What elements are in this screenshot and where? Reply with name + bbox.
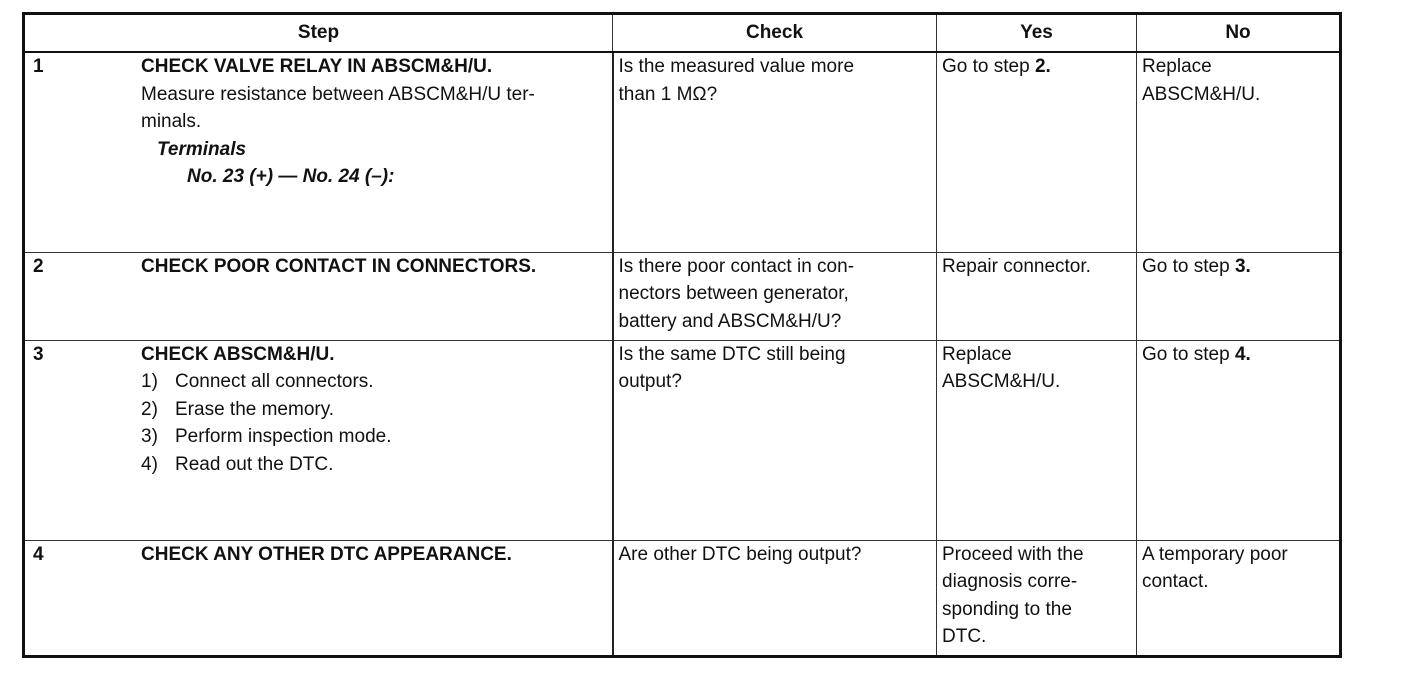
substep-item: [141, 396, 607, 424]
yes-cell: [937, 52, 1137, 252]
yes-step-ref: 2.: [1034, 56, 1051, 77]
step-number: 4: [33, 543, 44, 565]
check-text: battery and ABSCM&H/U?: [618, 310, 842, 332]
no-step-ref: 4.: [1234, 343, 1251, 365]
substep-list: [141, 368, 607, 478]
step-cell: [24, 52, 613, 252]
step-number: 1: [33, 56, 44, 77]
yes-text: diagnosis corre-: [942, 571, 1078, 592]
step-number: 3: [33, 343, 44, 365]
yes-text: DTC.: [942, 626, 987, 647]
yes-text: sponding to the: [942, 598, 1072, 620]
step-text: Measure resistance between ABSCM&H/U ter-: [141, 83, 535, 105]
no-cell: [1137, 252, 1341, 340]
check-text: nectors between generator,: [618, 283, 849, 304]
table-row: [24, 52, 1341, 252]
table-row: [24, 340, 1341, 540]
step-title: CHECK ANY OTHER DTC APPEARANCE.: [141, 543, 512, 565]
yes-text: Replace: [942, 343, 1012, 365]
yes-text: Repair connector.: [942, 255, 1091, 277]
no-text: contact.: [1142, 571, 1209, 592]
check-text: Is the measured value more: [618, 56, 855, 77]
no-text: A temporary poor: [1142, 543, 1288, 565]
substep-number: 1): [141, 371, 158, 392]
no-text: Go to step: [1142, 343, 1235, 365]
step-title: CHECK POOR CONTACT IN CONNECTORS.: [141, 255, 537, 277]
header-step: Step: [24, 14, 613, 53]
substep-text: Perform inspection mode.: [175, 426, 392, 447]
no-text: ABSCM&H/U.: [1142, 83, 1261, 105]
no-text: Replace: [1142, 56, 1212, 77]
no-cell: [1137, 52, 1341, 252]
substep-text: Connect all connectors.: [175, 371, 374, 392]
step-cell: [24, 252, 613, 340]
step-number: 2: [33, 255, 44, 277]
header-row: [24, 14, 1341, 53]
diagnostic-table: [22, 12, 1342, 658]
substep-text: Read out the DTC.: [175, 453, 334, 475]
terminals-value: No. 23 (+) — No. 24 (–):: [187, 166, 395, 187]
yes-cell: [937, 252, 1137, 340]
no-step-ref: 3.: [1234, 255, 1251, 277]
table-row: [24, 540, 1341, 656]
no-text: Go to step: [1142, 255, 1235, 277]
step-text: minals.: [141, 111, 202, 132]
substep-text: Erase the memory.: [175, 398, 335, 420]
no-cell: [1137, 540, 1341, 656]
header-no: No: [1137, 14, 1341, 53]
no-cell: [1137, 340, 1341, 540]
yes-text: Proceed with the: [942, 543, 1084, 565]
yes-text: Go to step: [942, 56, 1035, 77]
substep-number: 2): [141, 398, 158, 420]
terminals-label: Terminals: [157, 138, 247, 160]
check-text: Are other DTC being output?: [618, 543, 862, 565]
substep-item: [141, 451, 607, 479]
check-cell: [613, 52, 937, 252]
check-cell: [613, 540, 937, 656]
step-title: CHECK VALVE RELAY IN ABSCM&H/U.: [141, 56, 493, 77]
check-text: Is the same DTC still being: [618, 343, 846, 365]
step-cell: [24, 540, 613, 656]
check-text: Is there poor contact in con-: [618, 255, 855, 277]
yes-cell: [937, 540, 1137, 656]
substep-item: [141, 368, 607, 396]
check-cell: [613, 252, 937, 340]
header-yes: Yes: [937, 14, 1137, 53]
header-check: Check: [613, 14, 937, 53]
check-text: output?: [618, 371, 682, 392]
check-text: than 1 MΩ?: [618, 83, 718, 105]
step-cell: [24, 340, 613, 540]
substep-number: 4): [141, 453, 158, 475]
yes-cell: [937, 340, 1137, 540]
step-title: CHECK ABSCM&H/U.: [141, 343, 335, 365]
table-row: [24, 252, 1341, 340]
substep-item: [141, 423, 607, 451]
substep-number: 3): [141, 426, 158, 447]
check-cell: [613, 340, 937, 540]
yes-text: ABSCM&H/U.: [942, 371, 1061, 392]
